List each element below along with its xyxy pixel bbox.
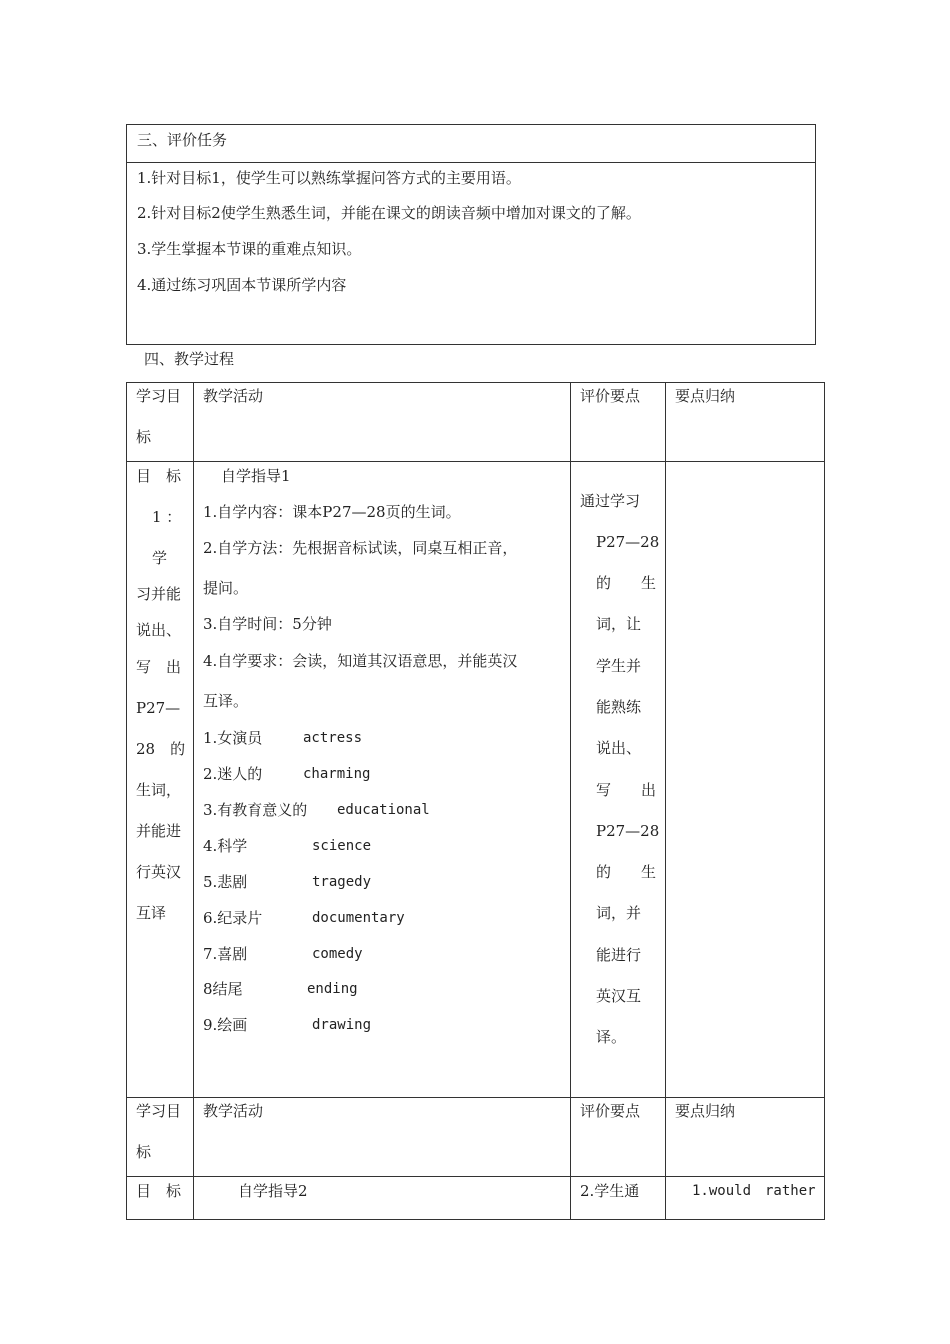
table-row-divider-2 (126, 1097, 825, 1098)
row1-activity-line: 互译。 (203, 692, 249, 710)
row1-goal-line: 互译 (136, 904, 167, 922)
vocab-en: science (312, 838, 372, 854)
table-row-divider-3 (126, 1176, 825, 1177)
row2-eval: 2.学生通 (580, 1182, 640, 1200)
row1-goal-line: 学 (152, 549, 168, 567)
row1-goal-line: 行英汉 (136, 863, 182, 881)
vocab-cn: 8结尾 (203, 980, 243, 998)
table-col-divider-3 (665, 382, 666, 1220)
vocab-en: comedy (312, 946, 363, 962)
row2-guide-title: 自学指导2 (238, 1182, 308, 1200)
section3-item-4: 4.通过练习巩固本节课所学内容 (137, 276, 347, 294)
vocab-en: educational (337, 802, 430, 818)
vocab-cn: 5.悲剧 (203, 873, 248, 891)
row1-activity-line: 提问。 (203, 579, 249, 597)
vocab-en: tragedy (312, 874, 372, 890)
vocab-en: drawing (312, 1017, 372, 1033)
header-goal-line2: 标 (136, 428, 152, 446)
row1-eval-line: 词，并 (596, 904, 642, 922)
row1-eval-line: 译。 (596, 1028, 627, 1046)
evaluation-task-box (126, 124, 816, 345)
row1-goal-line: 习并能 (136, 585, 182, 603)
header-summary: 要点归纳 (675, 387, 736, 405)
row1-eval-line: 通过学习 (580, 492, 641, 510)
vocab-cn: 9.绘画 (203, 1016, 248, 1034)
row1-eval-line: 能进行 (596, 946, 642, 964)
vocab-cn: 2.迷人的 (203, 765, 263, 783)
row1-eval-line: 词，让 (596, 615, 642, 633)
row1-eval-line: 能熟练 (596, 698, 642, 716)
row1-guide-title: 自学指导1 (221, 467, 291, 485)
vocab-en: actress (303, 730, 363, 746)
row1-activity-line: 3.自学时间：5分钟 (203, 615, 332, 633)
row1-eval-line: 的 生 (596, 574, 657, 592)
row2-goal: 目 标 (136, 1182, 182, 1200)
table-col-divider-1 (193, 382, 194, 1220)
header-goal-line2: 标 (136, 1143, 152, 1161)
vocab-en: ending (307, 981, 358, 997)
section3-item-2: 2.针对目标2使学生熟悉生词，并能在课文的朗读音频中增加对课文的了解。 (137, 204, 641, 222)
table-row-divider-1 (126, 461, 825, 462)
row1-activity-line: 2.自学方法：先根据音标试读，同桌互相正音， (203, 539, 518, 557)
row1-eval-line: 英汉互 (596, 987, 642, 1005)
row1-eval-line: 的 生 (596, 863, 657, 881)
vocab-en: documentary (312, 910, 405, 926)
header-eval: 评价要点 (580, 387, 641, 405)
row2-summary: 1.would rather (692, 1183, 816, 1199)
row1-goal-line: 1 ： (152, 508, 182, 526)
vocab-en: charming (303, 766, 371, 782)
row1-goal-line: 说出、 (136, 621, 182, 639)
row1-activity-line: 4.自学要求：会读，知道其汉语意思，并能英汉 (203, 652, 518, 670)
row1-goal-line: P27— (136, 699, 181, 717)
vocab-cn: 1.女演员 (203, 729, 263, 747)
section3-title: 三、评价任务 (137, 131, 228, 149)
header-summary: 要点归纳 (675, 1102, 736, 1120)
row1-goal-line: 生词， (136, 781, 182, 799)
header-goal-line1: 学习目 (136, 387, 182, 405)
row1-goal-line: 目 标 (136, 467, 182, 485)
vocab-cn: 3.有教育意义的 (203, 801, 308, 819)
header-activity: 教学活动 (203, 387, 264, 405)
section3-item-3: 3.学生掌握本节课的重难点知识。 (137, 240, 362, 258)
header-goal-line1: 学习目 (136, 1102, 182, 1120)
section3-item-1: 1.针对目标1，使学生可以熟练掌握问答方式的主要用语。 (137, 169, 521, 187)
row1-eval-line: P27—28 (596, 533, 660, 551)
evaluation-task-divider (126, 162, 816, 163)
vocab-cn: 7.喜剧 (203, 945, 248, 963)
section4-title: 四、教学过程 (144, 350, 235, 368)
table-col-divider-2 (570, 382, 571, 1220)
vocab-cn: 4.科学 (203, 837, 248, 855)
row1-goal-line: 并能进 (136, 822, 182, 840)
row1-eval-line: 说出、 (596, 739, 642, 757)
row1-eval-line: 写 出 (596, 781, 657, 799)
row1-activity-line: 1.自学内容：课本P27—28页的生词。 (203, 503, 461, 521)
header-activity: 教学活动 (203, 1102, 264, 1120)
header-eval: 评价要点 (580, 1102, 641, 1120)
row1-goal-line: 28 的 (136, 740, 186, 758)
vocab-cn: 6.纪录片 (203, 909, 263, 927)
row1-eval-line: 学生并 (596, 657, 642, 675)
row1-eval-line: P27—28 (596, 822, 660, 840)
row1-goal-line: 写 出 (136, 658, 182, 676)
